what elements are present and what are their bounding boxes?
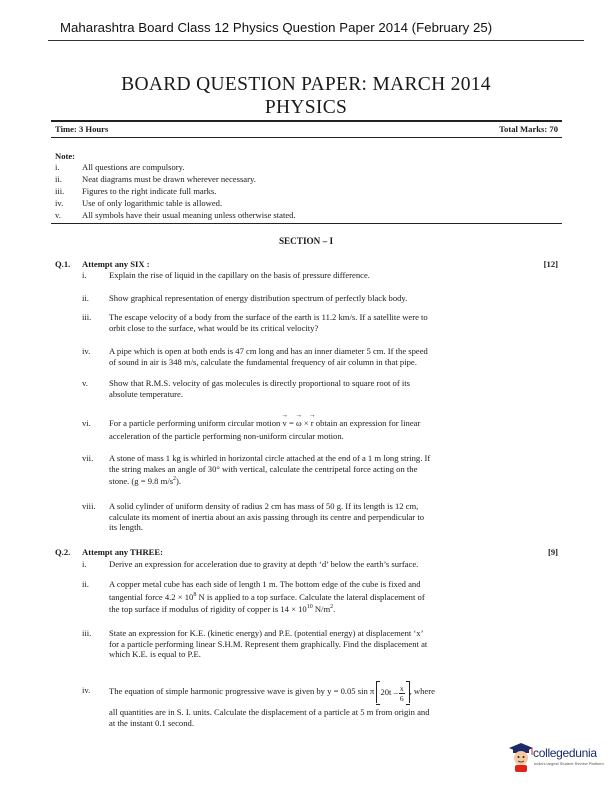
time-rule — [51, 137, 562, 138]
question-1-marks: [12] — [543, 259, 558, 269]
question-2-heading: Q.2. Attempt any THREE: [9] — [55, 547, 558, 557]
question-item: ii. A copper metal cube has each side of length 1 m. The bottom edge of the cube is fixed and tangential force $4.2 \times 10^8$ N is applied to a top surface. Calculate the lateral displacement of the top surface if modulus of rigidity of copper is $14 \times 10^{10}$ $N/m^2$. — [82, 579, 425, 614]
vector-r: → r — [311, 418, 314, 429]
question-item: vii. A stone of mass 1 kg is whirled in horizontal circle attached at the end of a 1 m long string. If the string makes an angle of 30° with vertical, calculate the centripetal force acting on the stone. (g = 9.8 $m/s^2$). — [82, 453, 431, 486]
question-item: i. Derive an expression for acceleration due to gravity at depth ‘d’ below the earth’s surface. — [82, 559, 419, 569]
top-rule — [51, 120, 562, 122]
question-item: iii. The escape velocity of a body from the surface of the earth is 11.2 km/s. If a satellite were to orbit close to the surface, what would be its critical velocity? — [82, 312, 428, 333]
note-item: iii. Figures to the right indicate full marks. — [55, 186, 217, 196]
time-marks-row — [55, 124, 558, 134]
note-item: ii. Neat diagrams must be drawn wherever necessary. — [55, 174, 256, 184]
question-item: viii. A solid cylinder of uniform density of radius 2 cm has mass of 50 g. If its length is 12 cm, calculate its moment of inertia about an axis passing through its centre and perpendicular to its length. — [82, 501, 425, 532]
logo-tagline: India's largest Student Review Platform — [534, 761, 604, 766]
mascot-icon — [508, 742, 534, 772]
question-item: i. Explain the rise of liquid in the capillary on the basis of pressure difference. — [82, 270, 370, 280]
equation-bracket: 20t – $\frac{x}{6}$ — [376, 681, 409, 703]
logo-wordmark: collegedunia — [533, 746, 597, 760]
time-label: Time: 3 Hours — [55, 124, 109, 134]
question-item: vi. For a particle performing uniform circular motion → v = → ω × → r obtain an expression for linear acceleration of the particle performing non-uniform circular motion. — [82, 418, 558, 441]
collegedunia-logo[interactable] — [508, 742, 604, 772]
fraction: $\frac{x}{6}$ — [399, 683, 404, 703]
question-item: iii. State an expression for K.E. (kinetic energy) and P.E. (potential energy) at displacement ‘x’ for a particle performing linear S.H.M. Represent them graphically. Find the displacement at which K.E. is equal to P.E. — [82, 628, 428, 659]
note-item: v. All symbols have their usual meaning unless otherwise stated. — [55, 210, 296, 220]
paper-title: BOARD QUESTION PAPER: MARCH 2014 — [121, 74, 491, 95]
note-rule — [51, 223, 562, 224]
header-divider — [48, 40, 584, 41]
question-2-marks: [9] — [547, 547, 558, 557]
vector-v: → v — [283, 418, 287, 429]
note-label: Note: — [55, 151, 76, 161]
document-header: Maharashtra Board Class 12 Physics Question Paper 2014 (February 25) — [60, 20, 493, 35]
note-item: iv. Use of only logarithmic table is allowed. — [55, 198, 223, 208]
note-item: i. All questions are compulsory. — [55, 162, 185, 172]
question-item: v. Show that R.M.S. velocity of gas molecules is directly proportional to square root of its absolute temperature. — [82, 378, 410, 399]
question-item: ii. Show graphical representation of energy distribution spectrum of perfectly black body. — [82, 293, 408, 303]
question-item: iv. The equation of simple harmonic progressive wave is given by y = 0.05 sin π 20t – $\frac{x}{6}$ , where all quantities are in S. I. units. Calculate the displacement of a particle at 5 m from origin and at the instant 0.1 second. — [82, 679, 558, 728]
section-heading: SECTION – I — [278, 236, 334, 246]
paper-subject: PHYSICS — [264, 97, 348, 118]
question-1-heading: Q.1. Attempt any SIX : [12] — [55, 259, 558, 269]
question-item: iv. A pipe which is open at both ends is 47 cm long and has an inner diameter 5 cm. If the speed of sound in air is 348 m/s, calculate the fundamental frequency of air column in that pipe. — [82, 346, 428, 367]
vector-omega: → ω — [296, 418, 302, 429]
total-marks-label: Total Marks: 70 — [499, 124, 558, 134]
